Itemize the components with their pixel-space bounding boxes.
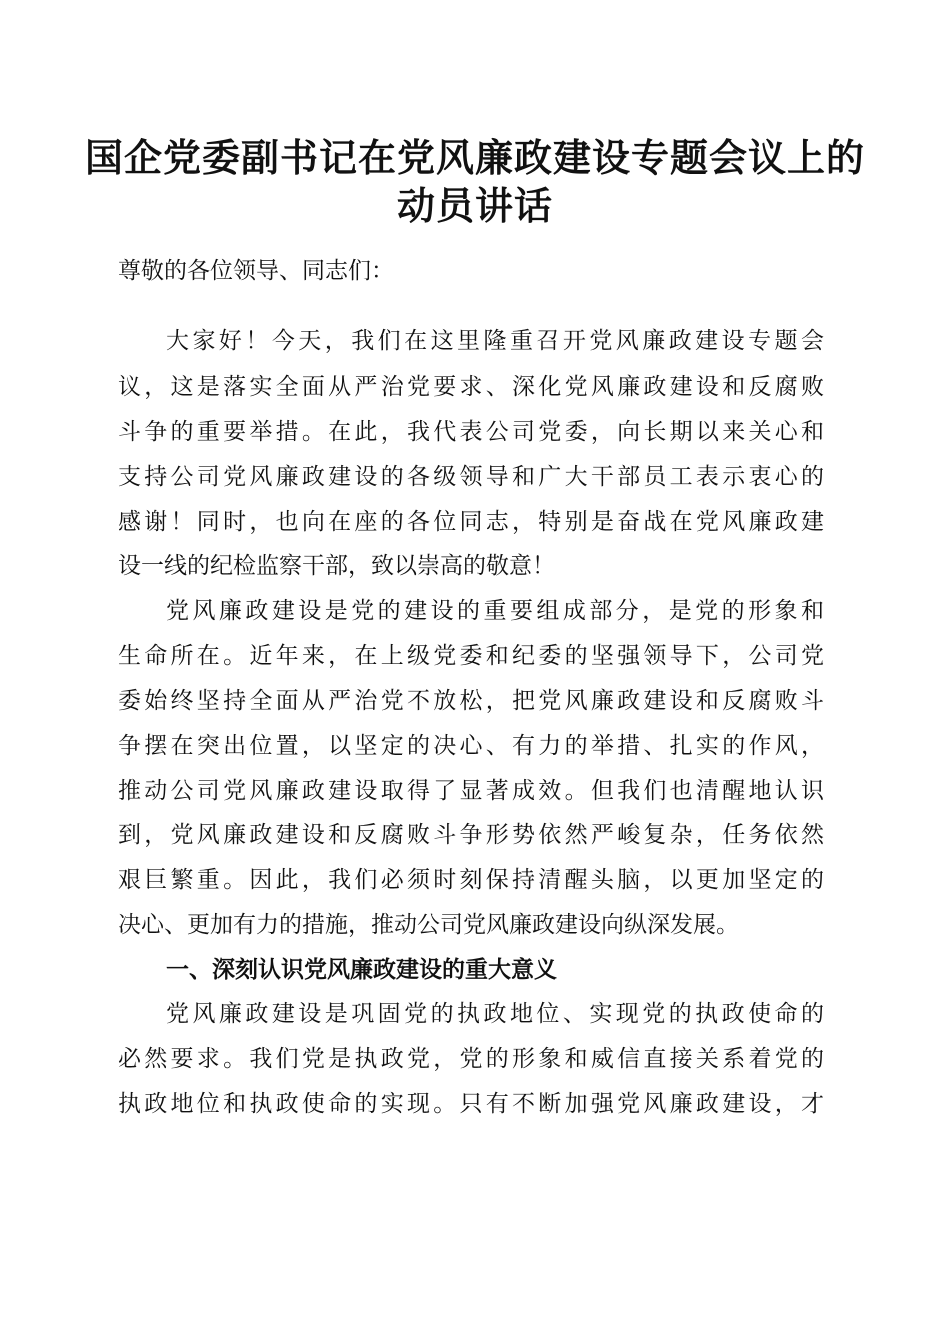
- paragraph-1-line: 感谢！同时，也向在座的各位同志，特别是奋战在党风廉政建: [118, 509, 824, 535]
- paragraph-1-line: 议，这是落实全面从严治党要求、深化党风廉政建设和反腐败: [118, 374, 824, 400]
- paragraph-1-line: 设一线的纪检监察干部，致以崇高的敬意！: [118, 553, 555, 579]
- document-title-line-1: 国企党委副书记在党风廉政建设专题会议上的: [84, 135, 865, 180]
- paragraph-3-line: 必然要求。我们党是执政党，党的形象和威信直接关系着党的: [118, 1046, 824, 1072]
- paragraph-2-line: 争摆在突出位置，以坚定的决心、有力的举措、扎实的作风，: [118, 733, 824, 759]
- paragraph-2-line: 到，党风廉政建设和反腐败斗争形势依然严峻复杂，任务依然: [118, 822, 824, 848]
- paragraph-2-line: 委始终坚持全面从严治党不放松，把党风廉政建设和反腐败斗: [118, 688, 824, 714]
- paragraph-2-line: 推动公司党风廉政建设取得了显著成效。但我们也清醒地认识: [118, 778, 824, 804]
- paragraph-1-line: 支持公司党风廉政建设的各级领导和广大干部员工表示衷心的: [118, 464, 824, 490]
- paragraph-1-line: 斗争的重要举措。在此，我代表公司党委，向长期以来关心和: [118, 419, 824, 445]
- document-title-line-2: 动员讲话: [396, 183, 553, 228]
- section-1-heading: 一、深刻认识党风廉政建设的重大意义: [166, 957, 557, 983]
- paragraph-3-line: 党风廉政建设是巩固党的执政地位、实现党的执政使命的: [166, 1001, 824, 1027]
- paragraph-2-line: 生命所在。近年来，在上级党委和纪委的坚强领导下，公司党: [118, 643, 824, 669]
- paragraph-2-line: 艰巨繁重。因此，我们必须时刻保持清醒头脑，以更加坚定的: [118, 867, 824, 893]
- salutation: 尊敬的各位领导、同志们：: [118, 258, 394, 284]
- paragraph-2-line: 决心、更加有力的措施，推动公司党风廉政建设向纵深发展。: [118, 912, 739, 938]
- paragraph-2-line: 党风廉政建设是党的建设的重要组成部分，是党的形象和: [166, 598, 824, 624]
- paragraph-3-line: 执政地位和执政使命的实现。只有不断加强党风廉政建设，才: [118, 1091, 824, 1117]
- paragraph-1-line: 大家好！今天，我们在这里隆重召开党风廉政建设专题会: [166, 328, 824, 354]
